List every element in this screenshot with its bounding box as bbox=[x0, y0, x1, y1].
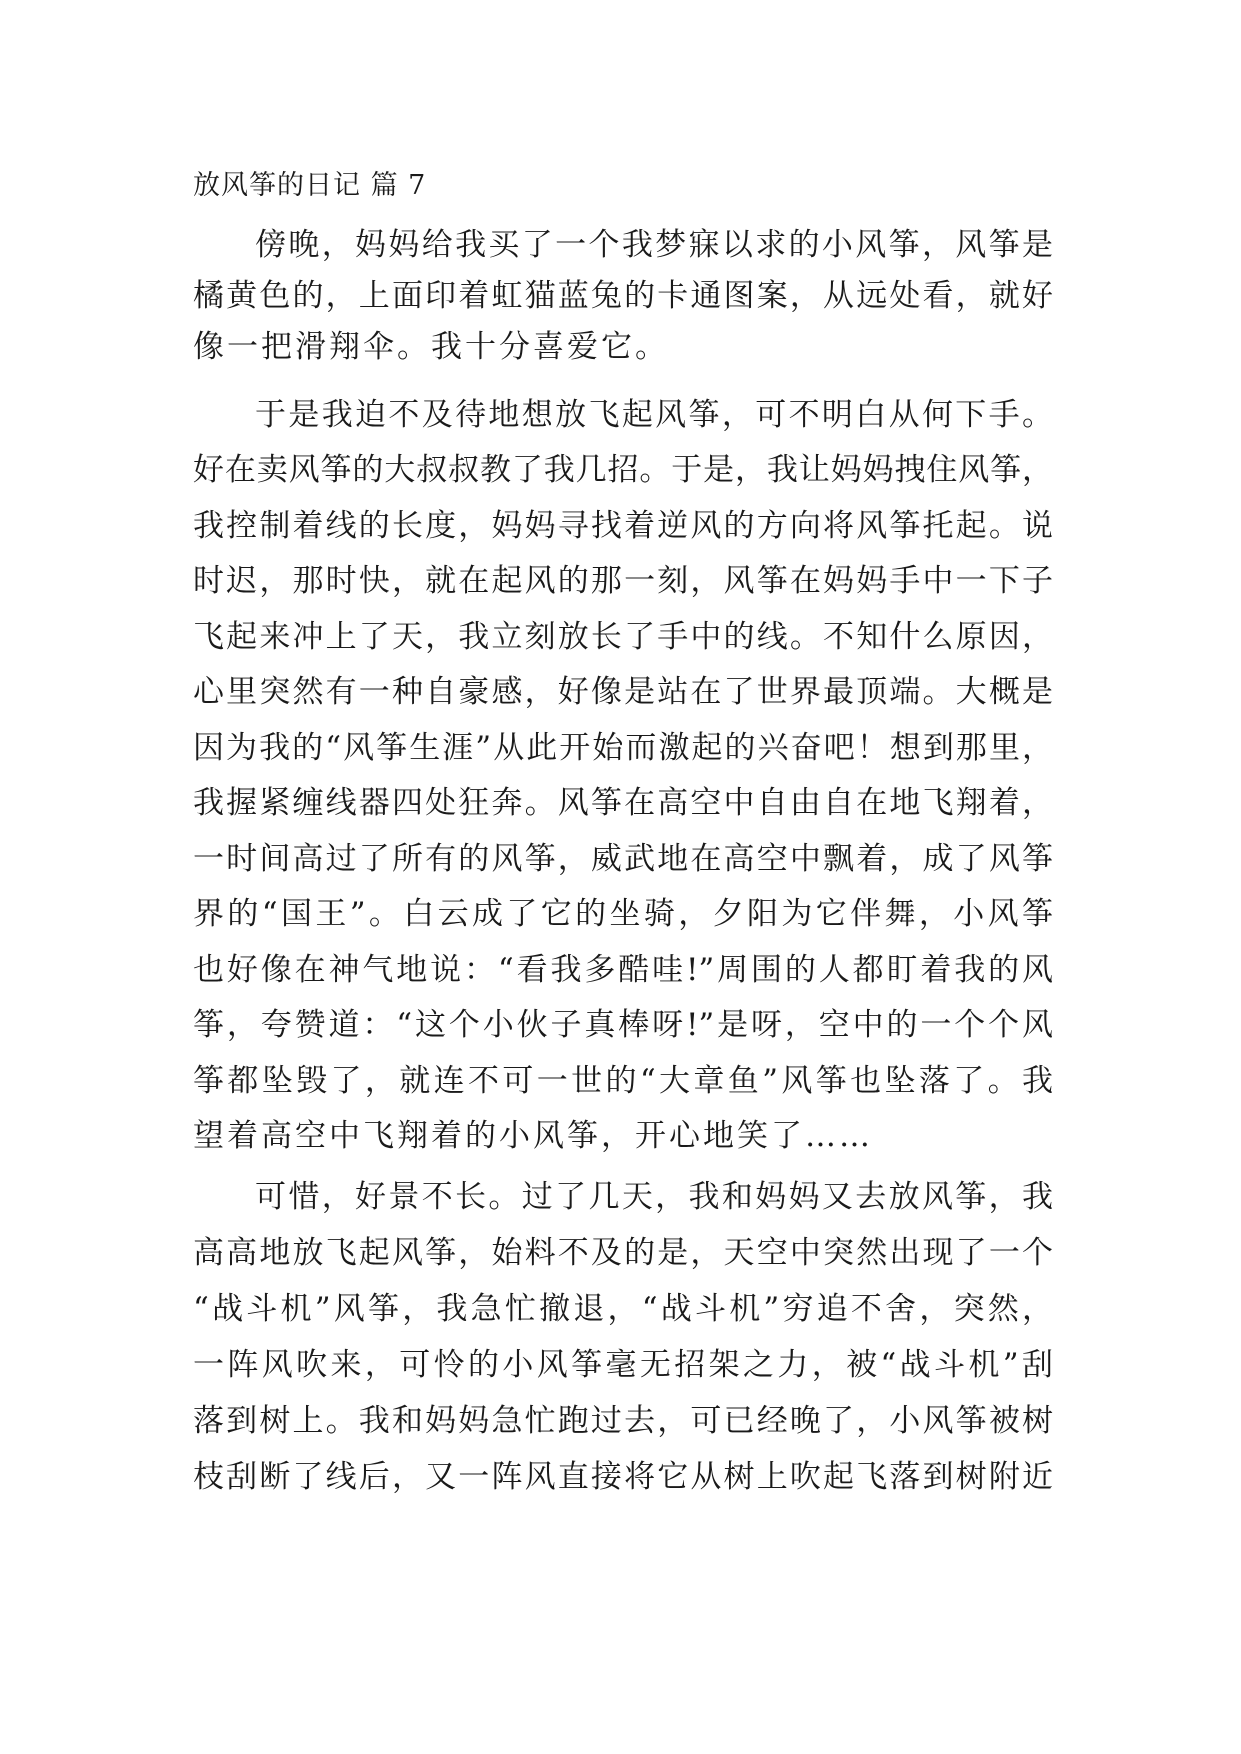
text-line: 枝刮断了线后，又一阵风直接将它从树上吹起飞落到树附近 bbox=[193, 1459, 1053, 1495]
text-line: 飞起来冲上了天，我立刻放长了手中的线。不知什么原因， bbox=[193, 619, 1053, 655]
text-line: 于是我迫不及待地想放飞起风筝，可不明白从何下手。 bbox=[255, 397, 1053, 433]
text-line: 橘黄色的，上面印着虹猫蓝兔的卡通图案，从远处看，就好 bbox=[193, 278, 1053, 314]
document-title: 放风筝的日记 篇 7 bbox=[193, 170, 427, 201]
text-line: 可惜，好景不长。过了几天，我和妈妈又去放风筝，我 bbox=[255, 1179, 1053, 1215]
text-line: 时迟，那时快，就在起风的那一刻，风筝在妈妈手中一下子 bbox=[193, 563, 1053, 599]
text-line: 一阵风吹来，可怜的小风筝毫无招架之力，被“战斗机”刮 bbox=[193, 1347, 1053, 1383]
text-line: 望着高空中飞翔着的小风筝，开心地笑了…… bbox=[193, 1118, 873, 1154]
text-line: 傍晚，妈妈给我买了一个我梦寐以求的小风筝，风筝是 bbox=[255, 227, 1053, 263]
text-line: 我握紧缠线器四处狂奔。风筝在高空中自由自在地飞翔着， bbox=[193, 785, 1053, 821]
text-line: 因为我的“风筝生涯”从此开始而激起的兴奋吧！想到那里， bbox=[193, 730, 1053, 766]
text-line: 像一把滑翔伞。我十分喜爱它。 bbox=[193, 329, 669, 365]
text-line: “战斗机”风筝，我急忙撤退，“战斗机”穷追不舍，突然， bbox=[193, 1291, 1053, 1327]
text-line: 一时间高过了所有的风筝，威武地在高空中飘着，成了风筝 bbox=[193, 841, 1053, 877]
text-line: 筝，夸赞道：“这个小伙子真棒呀!”是呀，空中的一个个风 bbox=[193, 1007, 1053, 1043]
text-line: 也好像在神气地说：“看我多酷哇!”周围的人都盯着我的风 bbox=[193, 952, 1053, 988]
text-line: 高高地放飞起风筝，始料不及的是，天空中突然出现了一个 bbox=[193, 1235, 1053, 1271]
text-line: 筝都坠毁了，就连不可一世的“大章鱼”风筝也坠落了。我 bbox=[193, 1063, 1053, 1099]
text-line: 界的“国王”。白云成了它的坐骑，夕阳为它伴舞，小风筝 bbox=[193, 896, 1053, 932]
text-line: 好在卖风筝的大叔叔教了我几招。于是，我让妈妈拽住风筝， bbox=[193, 452, 1053, 488]
text-line: 我控制着线的长度，妈妈寻找着逆风的方向将风筝托起。说 bbox=[193, 508, 1053, 544]
text-line: 心里突然有一种自豪感，好像是站在了世界最顶端。大概是 bbox=[193, 674, 1053, 710]
text-line: 落到树上。我和妈妈急忙跑过去，可已经晚了，小风筝被树 bbox=[193, 1403, 1053, 1439]
